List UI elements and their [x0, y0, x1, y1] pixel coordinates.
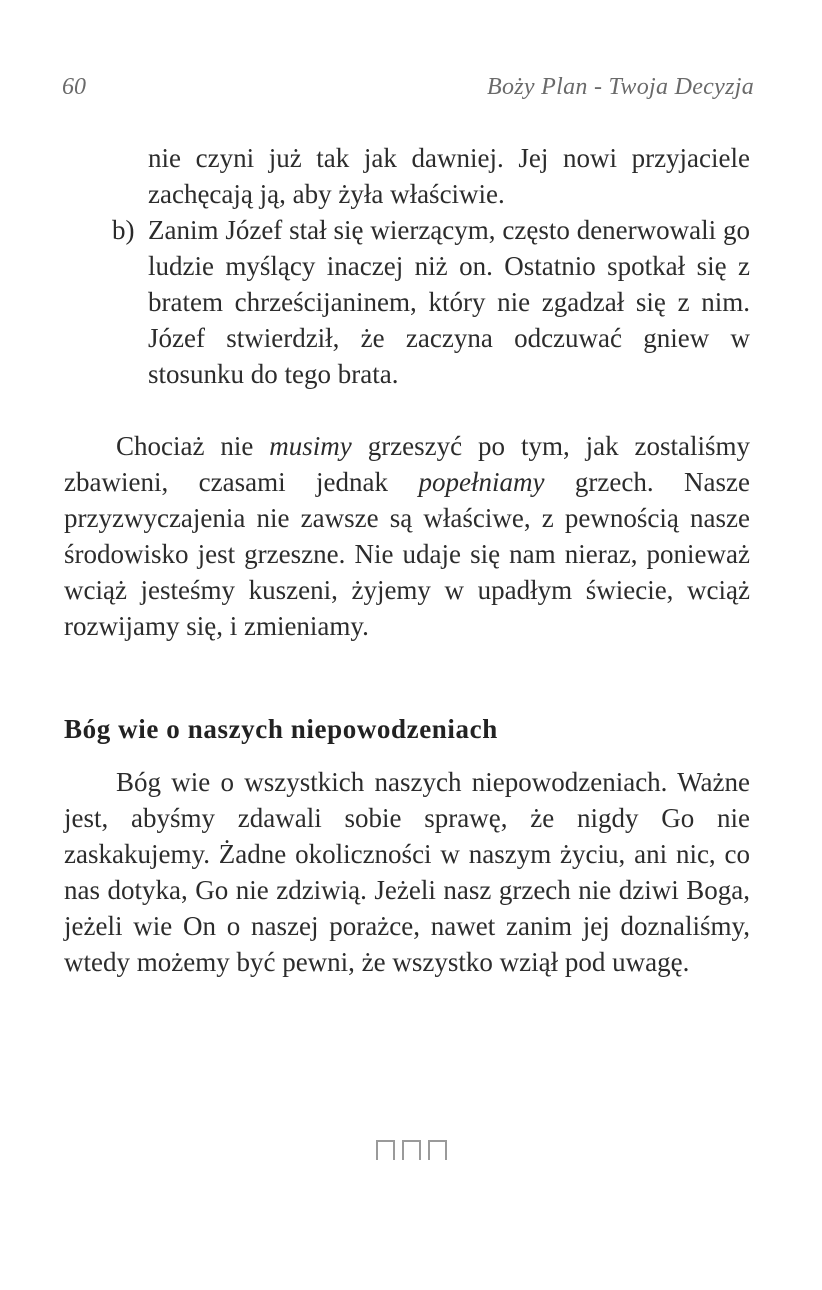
ornament-box [402, 1140, 421, 1160]
page-header [62, 74, 754, 110]
list-item-text: Zanim Józef stał się wierzącym, często denerwowali go ludzie myślący inaczej niż on. Ostatnio spotkał się z bratem chrześcijaninem, który nie zgadzał się z nim. Józef stwierdził, że zaczyna odczuwać gniew w stosunku do tego brata. [148, 215, 750, 389]
running-title: Boży Plan - Twoja Decyzja [486, 74, 754, 100]
emphasis-text: popełniamy [418, 467, 545, 497]
continued-list-text: nie czyni już tak jak dawniej. Jej nowi przyjaciele zachęcają ją, aby żyła właściwie. [148, 143, 750, 209]
paragraph-text: grzeszyć po tym, jak zostaliśmy zbawieni, czasami jednak [64, 431, 750, 497]
paragraph-text: grzech. Nasze przyzwyczajenia nie zawsze są właściwe, z pewnością nasze środowisko jest grzeszne. Nie udaje się nam nieraz, ponieważ wciąż jesteśmy kuszeni, żyjemy w upadłym świecie, wciąż rozwijamy się, i zmieniamy. [64, 467, 750, 641]
body-paragraph: Bóg wie o wszystkich naszych niepowodzeniach. Ważne jest, abyśmy zdawali sobie sprawę, że nigdy Go nie zaskakujemy. Żadne okoliczności w naszym życiu, ani nic, co nas dotyka, Go nie zdziwią. Jeżeli nasz grzech nie dziwi Boga, jeżeli wie On o naszej porażce, nawet zanim jej doznaliśmy, wtedy możemy być pewni, że wszystko wziął pod uwagę. [64, 767, 750, 977]
ornament-box [428, 1140, 447, 1160]
paragraph-text: Chociaż nie [116, 431, 270, 461]
section-end-ornament [0, 1140, 822, 1160]
section-heading: Bóg wie o naszych niepowodzeniach [64, 714, 498, 744]
body-paragraph [64, 428, 750, 644]
page-number: 60 [62, 74, 86, 100]
list-marker: b) [112, 215, 135, 245]
ornament-box [376, 1140, 395, 1160]
emphasis-text: musimy [269, 431, 352, 461]
